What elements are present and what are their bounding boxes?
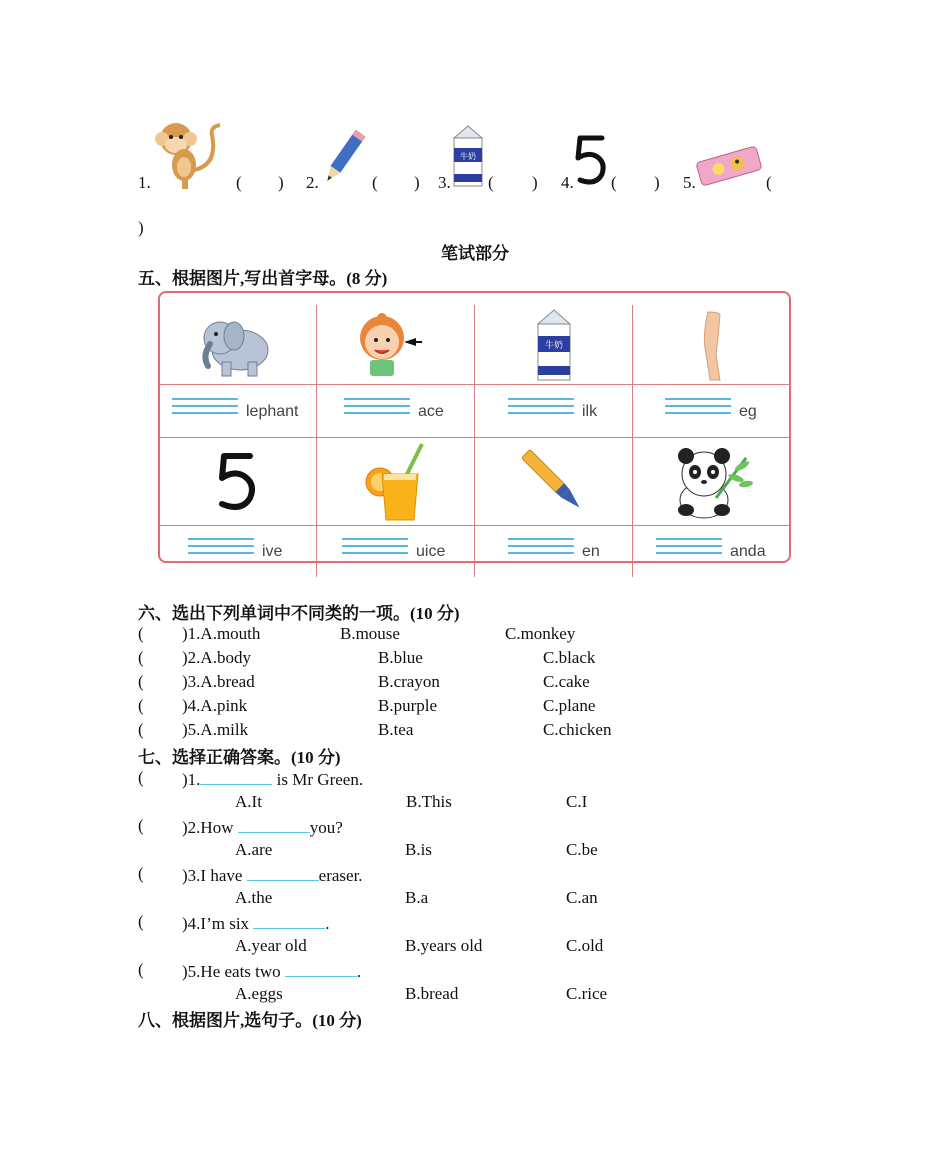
answer-paren: ( <box>138 720 144 739</box>
elephant-icon <box>196 312 274 380</box>
option-b: B.This <box>406 792 452 811</box>
close-paren: ) <box>654 173 660 192</box>
pencil-icon <box>318 126 370 188</box>
option-c: C.an <box>566 888 598 907</box>
pencil-box-icon <box>694 144 764 188</box>
svg-text:牛奶: 牛奶 <box>544 341 564 351</box>
section-6-title: 六、选出下列单词中不同类的一项。(10 分) <box>138 604 460 623</box>
item-number: 4. <box>561 173 574 192</box>
answer-paren: ( <box>138 696 144 715</box>
close-paren: ) <box>532 173 538 192</box>
word-five: ive <box>262 543 283 560</box>
number-five-icon <box>214 450 260 514</box>
option-a: A.It <box>235 792 262 811</box>
open-paren: ( <box>611 173 617 192</box>
open-paren: ( <box>236 173 242 192</box>
word-pen: en <box>582 543 600 560</box>
number-five-icon <box>572 134 612 188</box>
question-stem: )3.I have eraser. <box>182 866 363 885</box>
option-c: C.monkey <box>505 624 576 643</box>
word-face: ace <box>418 403 444 420</box>
option-b: B.crayon <box>378 672 440 691</box>
answer-paren: ( <box>138 912 144 931</box>
question-option-a: )3.A.bread <box>182 672 255 691</box>
option-b: B.mouse <box>340 624 400 643</box>
question-option-a: )5.A.milk <box>182 720 249 739</box>
item-number: 1. <box>138 173 151 192</box>
option-b: B.tea <box>378 720 414 739</box>
close-paren: ) <box>138 218 144 237</box>
option-a: A.the <box>235 888 273 907</box>
option-c: C.be <box>566 840 598 859</box>
word-milk: ilk <box>582 403 598 420</box>
monkey-icon <box>148 115 234 189</box>
option-b: B.purple <box>378 696 438 715</box>
panda-icon <box>666 444 756 520</box>
option-c: C.I <box>566 792 588 811</box>
option-a: A.are <box>235 840 273 859</box>
close-paren: ) <box>414 173 420 192</box>
question-stem: )2.How you? <box>182 818 343 837</box>
girl-face-icon <box>352 312 428 378</box>
answer-paren: ( <box>138 816 144 835</box>
option-c: C.black <box>543 648 596 667</box>
option-a: A.year old <box>235 936 307 955</box>
option-b: B.bread <box>405 984 459 1003</box>
milk-carton-icon <box>450 124 486 188</box>
open-paren: ( <box>766 173 772 192</box>
section-7-title: 七、选择正确答案。(10 分) <box>138 748 341 767</box>
word-panda: anda <box>730 543 766 560</box>
option-b: B.years old <box>405 936 483 955</box>
fill-blank <box>253 912 325 929</box>
written-part-title: 笔试部分 <box>441 244 509 263</box>
item-number: 3. <box>438 173 451 192</box>
fill-blank <box>285 960 357 977</box>
close-paren: ) <box>278 173 284 192</box>
pen-icon <box>518 446 590 518</box>
option-c: C.old <box>566 936 604 955</box>
section-5-title: 五、根据图片,写出首字母。(8 分) <box>138 269 388 288</box>
word-leg: eg <box>739 403 757 420</box>
option-b: B.a <box>405 888 429 907</box>
answer-paren: ( <box>138 768 144 787</box>
leg-icon <box>698 310 728 382</box>
question-stem: )1. is Mr Green. <box>182 770 364 789</box>
answer-paren: ( <box>138 960 144 979</box>
option-c: C.rice <box>566 984 608 1003</box>
question-stem: )5.He eats two . <box>182 962 362 981</box>
answer-paren: ( <box>138 648 144 667</box>
question-option-a: )1.A.mouth <box>182 624 261 643</box>
item-number: 5. <box>683 173 696 192</box>
answer-paren: ( <box>138 672 144 691</box>
option-c: C.plane <box>543 696 596 715</box>
word-juice: uice <box>416 543 446 560</box>
fill-blank <box>200 768 272 785</box>
fill-blank <box>247 864 319 881</box>
juice-icon <box>360 440 430 522</box>
item-number: 2. <box>306 173 319 192</box>
section-8-title: 八、根据图片,选句子。(10 分) <box>138 1011 362 1030</box>
answer-paren: ( <box>138 864 144 883</box>
answer-paren: ( <box>138 624 144 643</box>
option-b: B.blue <box>378 648 423 667</box>
option-c: C.cake <box>543 672 590 691</box>
fill-blank <box>238 816 310 833</box>
question-stem: )4.I’m six . <box>182 914 330 933</box>
open-paren: ( <box>372 173 378 192</box>
svg-text:牛奶: 牛奶 <box>460 152 476 161</box>
milk-carton-icon <box>534 308 574 382</box>
option-a: A.eggs <box>235 984 283 1003</box>
question-option-a: )4.A.pink <box>182 696 248 715</box>
option-b: B.is <box>405 840 432 859</box>
question-option-a: )2.A.body <box>182 648 251 667</box>
word-elephant: lephant <box>246 403 299 420</box>
option-c: C.chicken <box>543 720 612 739</box>
open-paren: ( <box>488 173 494 192</box>
